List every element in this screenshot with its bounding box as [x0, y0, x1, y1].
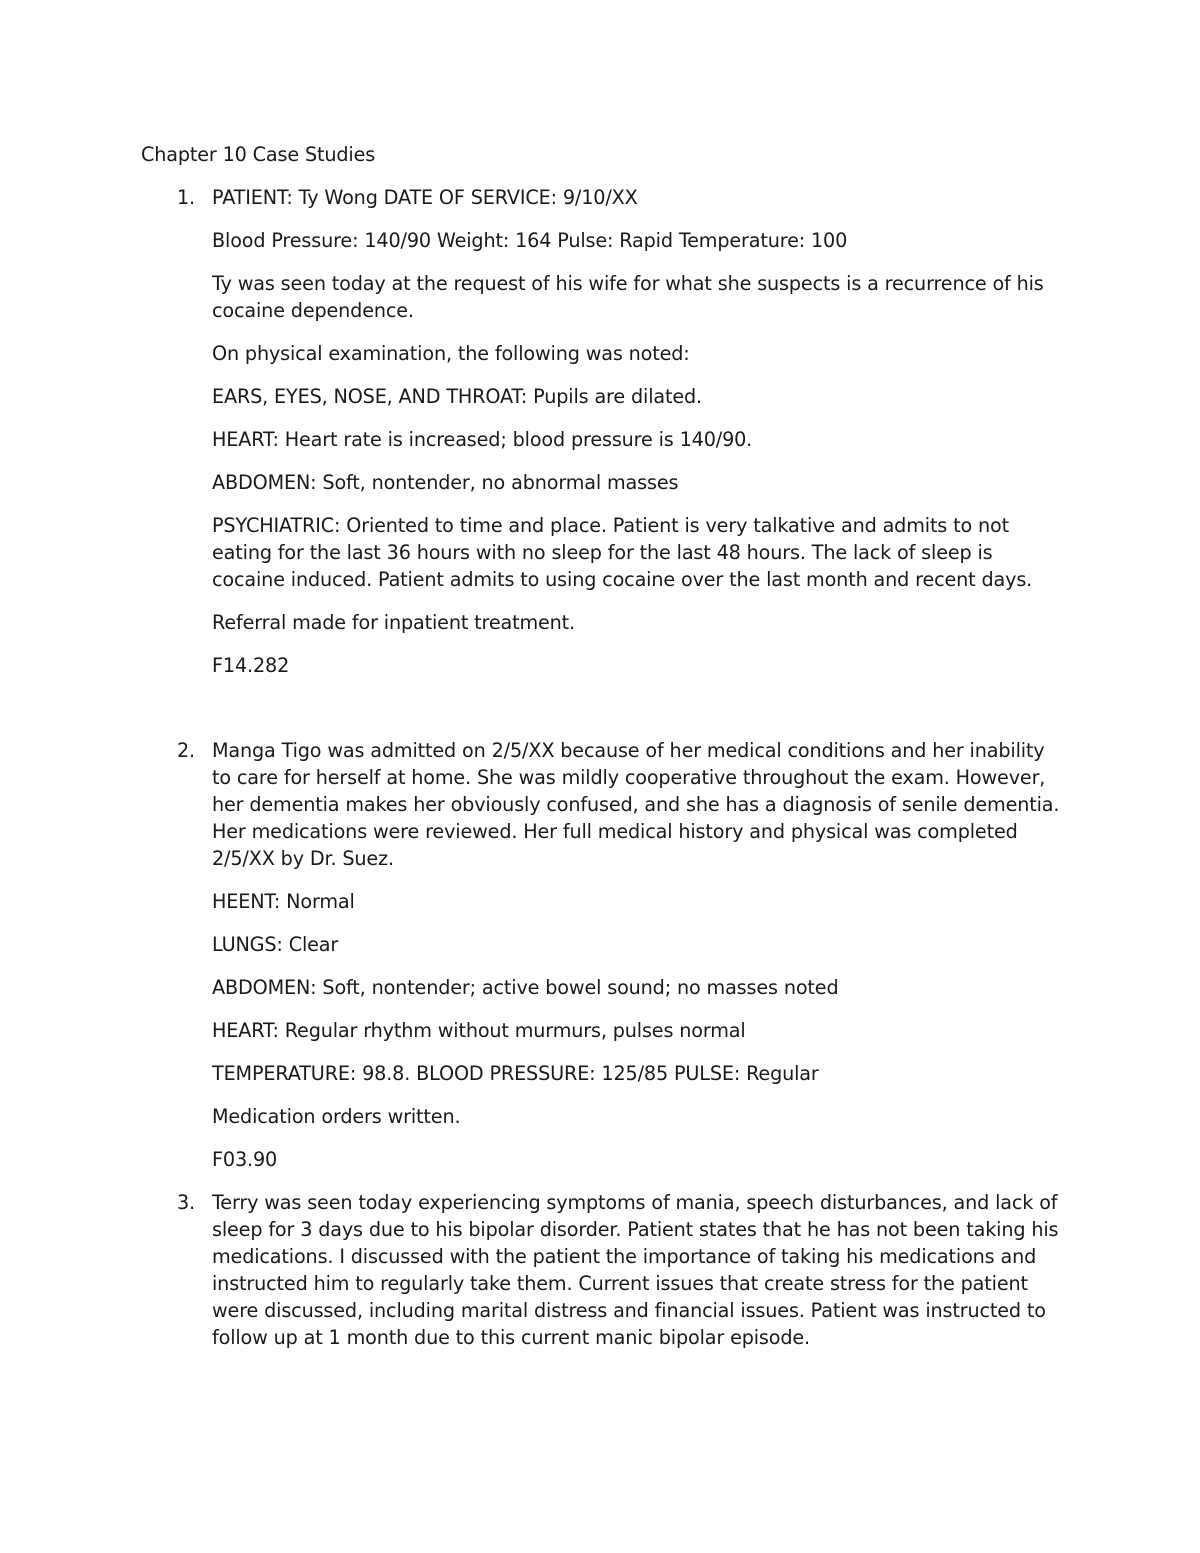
case-number: 2.	[177, 739, 196, 762]
exam-heart: HEART: Regular rhythm without murmurs, pulses normal	[212, 1019, 746, 1042]
case-summary: Ty was seen today at the request of his wife for what she suspects is a recurrence of his cocaine dependence.	[212, 272, 1044, 322]
diagnosis-code: F14.282	[212, 654, 290, 677]
case-item-3	[141, 1189, 1061, 1351]
exam-abdomen: ABDOMEN: Soft, nontender; active bowel sound; no masses noted	[212, 976, 839, 999]
spacer	[212, 695, 1061, 737]
exam-psychiatric: PSYCHIATRIC: Oriented to time and place. Patient is very talkative and admits to not eating for the last 36 hours with no sleep for the last 48 hours. The lack of sleep is cocaine induced. Patient admits to using cocaine over the last month and recent days.	[212, 514, 1033, 591]
exam-heart: HEART: Heart rate is increased; blood pressure is 140/90.	[212, 428, 753, 451]
case-list	[141, 184, 1061, 1351]
case-item-1	[141, 184, 1061, 737]
case-summary: Manga Tigo was admitted on 2/5/XX because of her medical conditions and her inability to care for herself at home. She was mildly cooperative throughout the exam. However, her dementia makes her obviously confused, and she has a diagnosis of senile dementia. Her medications were reviewed. Her full medical history and physical was completed 2/5/XX by Dr. Suez.	[212, 739, 1060, 870]
patient-header: PATIENT: Ty Wong DATE OF SERVICE: 9/10/XX	[212, 186, 638, 209]
vitals: TEMPERATURE: 98.8. BLOOD PRESSURE: 125/85 PULSE: Regular	[212, 1062, 819, 1085]
exam-abdomen: ABDOMEN: Soft, nontender, no abnormal masses	[212, 471, 679, 494]
case-summary: Terry was seen today experiencing symptoms of mania, speech disturbances, and lack of sleep for 3 days due to his bipolar disorder. Patient states that he has not been taking his medications. I discussed with the patient the importance of taking his medications and instructed him to regularly take them. Current issues that create stress for the patient were discussed, including marital distress and financial issues. Patient was instructed to follow up at 1 month due to this current manic bipolar episode.	[212, 1191, 1059, 1349]
exam-heent: HEENT: Normal	[212, 890, 355, 913]
plan: Medication orders written.	[212, 1105, 461, 1128]
case-item-2	[141, 737, 1061, 1173]
case-number: 1.	[177, 186, 196, 209]
exam-intro: On physical examination, the following was noted:	[212, 342, 690, 365]
plan: Referral made for inpatient treatment.	[212, 611, 576, 634]
exam-eent: EARS, EYES, NOSE, AND THROAT: Pupils are dilated.	[212, 385, 702, 408]
vitals: Blood Pressure: 140/90 Weight: 164 Pulse: Rapid Temperature: 100	[212, 229, 848, 252]
document-page	[141, 141, 1061, 1367]
exam-lungs: LUNGS: Clear	[212, 933, 339, 956]
case-number: 3.	[177, 1191, 196, 1214]
diagnosis-code: F03.90	[212, 1148, 278, 1171]
document-title: Chapter 10 Case Studies	[141, 143, 376, 166]
